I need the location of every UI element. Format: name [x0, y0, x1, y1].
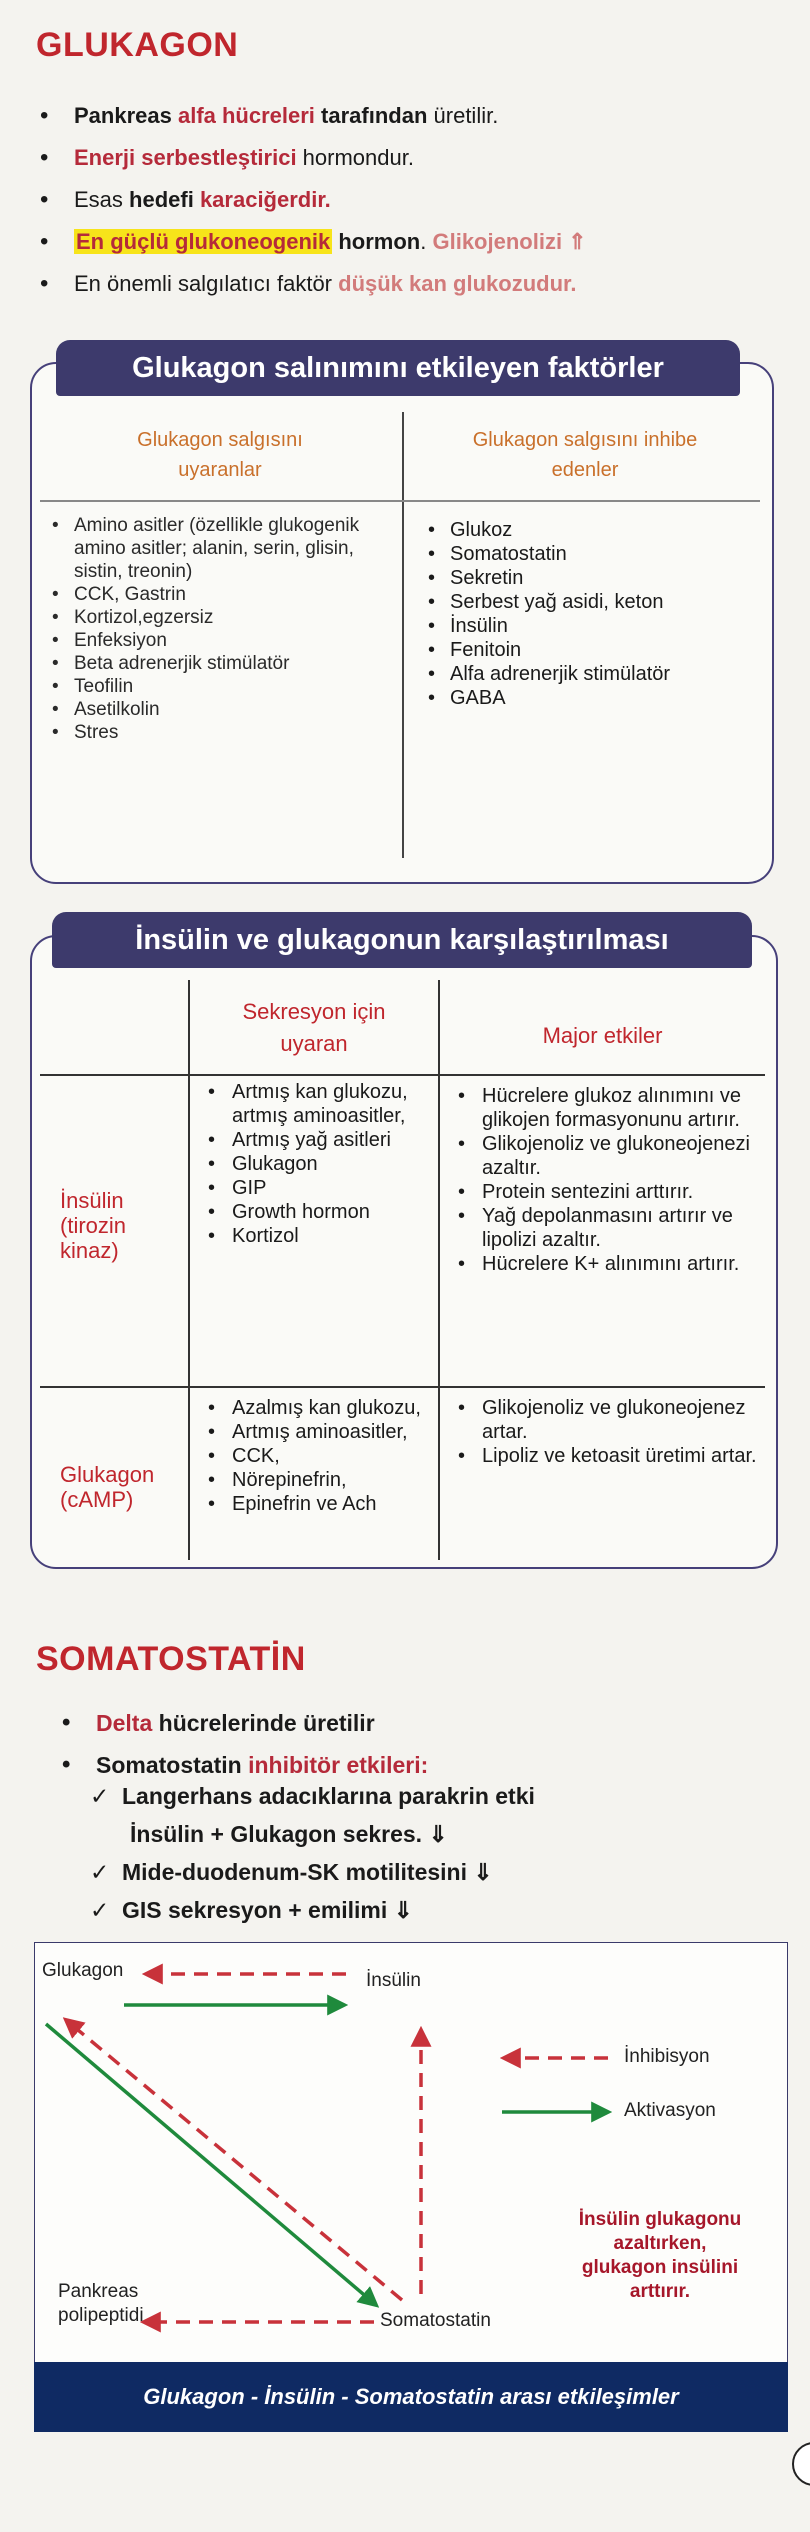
list-item: • Teofilin	[44, 675, 394, 698]
list-item: • Artmış yağ asitleri	[200, 1128, 432, 1152]
glukagon-bullets	[18, 95, 587, 305]
comparison-banner: İnsülin ve glukagonun karşılaştırılması	[52, 912, 752, 968]
list-item	[18, 263, 587, 305]
node-insulin: İnsülin	[366, 1970, 421, 1991]
factors-inhibitors-list	[420, 518, 765, 710]
header-line: Glukagon salgısını	[137, 429, 303, 451]
legend-activation-label: Aktivasyon	[624, 2100, 716, 2121]
list-item: • Glikojenoliz ve glukoneojenezi azaltır.	[450, 1132, 762, 1180]
list-item: • Alfa adrenerjik stimülatör	[420, 662, 765, 686]
list-item: • Kortizol	[200, 1224, 432, 1248]
somatostatin-effects-list	[60, 1777, 535, 1929]
node-somatostatin: Somatostatin	[380, 2310, 491, 2331]
text: hormon	[332, 229, 421, 254]
cmp-hline-2	[40, 1386, 765, 1388]
list-item: • Growth hormon	[200, 1200, 432, 1224]
header-line: edenler	[551, 459, 619, 481]
text: Enerji serbestleştirici	[74, 145, 303, 170]
list-item: • Somatostatin	[420, 542, 765, 566]
page-corner-badge	[792, 2442, 810, 2486]
insulin-effects-list	[450, 1084, 762, 1276]
somatostatin-bullets	[40, 1702, 428, 1786]
header-line: uyaranlar	[178, 459, 262, 481]
list-item	[18, 221, 587, 263]
arrow-somatostatin-inhibits-glukagon	[66, 2020, 402, 2300]
text: düşük kan glukozudur.	[338, 271, 577, 296]
label-line: (tirozin	[60, 1213, 127, 1238]
cmp-hline-1	[40, 1074, 765, 1076]
text: karaciğerdir.	[199, 187, 331, 212]
list-item: • CCK, Gastrin	[44, 583, 394, 606]
list-item: • Hücrelere glukoz alınımını ve glikojen formasyonunu artırır.	[450, 1084, 762, 1132]
note-line: azaltırken,	[613, 2233, 707, 2254]
list-item: • Lipoliz ve ketoasit üretimi artar.	[450, 1444, 762, 1468]
glucagon-label	[60, 1462, 154, 1512]
insulin-label	[60, 1188, 126, 1263]
list-item: • İnsülin	[420, 614, 765, 638]
factors-col-divider	[402, 412, 404, 858]
glucagon-stimuli-list	[200, 1396, 432, 1516]
list-item: • CCK,	[200, 1444, 432, 1468]
list-item: • Asetilkolin	[44, 698, 394, 721]
list-item: • Sekretin	[420, 566, 765, 590]
cmp-vline-1	[188, 980, 190, 1560]
check-item: ✓ Langerhans adacıklarına parakrin etki	[60, 1777, 535, 1815]
text: Esas	[74, 187, 130, 212]
list-item: • Artmış aminoasitler,	[200, 1420, 432, 1444]
node-glukagon: Glukagon	[42, 1960, 124, 1981]
text: hedefi	[129, 187, 200, 212]
cmp-head-effects: Major etkiler	[542, 1023, 663, 1048]
list-item: • Kortizol,egzersiz	[44, 606, 394, 629]
list-item	[18, 137, 587, 179]
check-item: ✓ Mide-duodenum-SK motilitesini ⇓	[60, 1853, 535, 1891]
list-item: • Glikojenoliz ve glukoneojenez artar.	[450, 1396, 762, 1444]
text: En önemli salgılatıcı faktör	[74, 271, 339, 296]
list-item: • Glukoz	[420, 518, 765, 542]
header-line: uyaran	[280, 1031, 348, 1056]
list-item	[18, 95, 587, 137]
list-item: • Hücrelere K+ alınımını artırır.	[450, 1252, 762, 1276]
label-line: Glukagon	[60, 1462, 155, 1487]
header-line: Sekresyon için	[242, 999, 386, 1024]
highlight-text: En güçlü glukoneogenik	[76, 229, 331, 254]
insulin-stimuli-list	[200, 1080, 432, 1248]
list-item: • GIP	[200, 1176, 432, 1200]
text: hücrelerinde üretilir	[158, 1710, 375, 1736]
somatostatin-title: SOMATOSTATİN	[36, 1640, 306, 1678]
list-item: • GABA	[420, 686, 765, 710]
list-item: • Fenitoin	[420, 638, 765, 662]
label-line: polipeptidi	[58, 2305, 144, 2326]
list-item	[18, 179, 587, 221]
node-pankreas-polipeptidi	[58, 2280, 144, 2328]
text: .	[420, 229, 433, 254]
factors-col2-header	[405, 425, 765, 485]
label-line: İnsülin	[60, 1188, 124, 1213]
check-item: ✓ GIS sekresyon + emilimi ⇓	[60, 1891, 535, 1929]
text: hormondur.	[302, 145, 414, 170]
cmp-vline-2	[438, 980, 440, 1560]
diagram-note	[560, 2208, 760, 2304]
text: Glikojenolizi ⇑	[432, 229, 587, 254]
factors-banner: Glukagon salınımını etkileyen faktörler	[56, 340, 740, 396]
label-line: (cAMP)	[60, 1487, 134, 1512]
list-item: • Serbest yağ asidi, keton	[420, 590, 765, 614]
arrow-glukagon-activates-somatostatin	[46, 2024, 376, 2305]
list-item: • Beta adrenerjik stimülatör	[44, 652, 394, 675]
text: Delta	[96, 1710, 159, 1736]
list-item: • Nörepinefrin,	[200, 1468, 432, 1492]
note-line: İnsülin glukagonu	[578, 2209, 742, 2230]
note-line: arttırır.	[629, 2281, 691, 2302]
header-line: Glukagon salgısını inhibe	[472, 429, 698, 451]
list-item: • Amino asitler (özellikle glukogenik amino asitler; alanin, serin, glisin, sistin, treonin)	[44, 514, 394, 583]
factors-header-rule	[40, 500, 760, 502]
list-item: • Yağ depolanmasını artırır ve lipolizi azaltır.	[450, 1204, 762, 1252]
list-item: • Epinefrin ve Ach	[200, 1492, 432, 1516]
text: alfa hücreleri	[177, 103, 322, 128]
list-item	[40, 1702, 428, 1744]
list-item: • Stres	[44, 721, 394, 744]
label-line: Pankreas	[58, 2281, 139, 2302]
cmp-head-secretion	[190, 996, 438, 1060]
diagram-caption: Glukagon - İnsülin - Somatostatin arası etkileşimler	[34, 2362, 788, 2432]
list-item: • Artmış kan glukozu, artmış aminoasitler,	[200, 1080, 432, 1128]
list-item: • Protein sentezini arttırır.	[450, 1180, 762, 1204]
list-item: • Glukagon	[200, 1152, 432, 1176]
factors-col1-header	[40, 425, 400, 485]
factors-stimulators-list	[44, 514, 394, 744]
list-item: • Enfeksiyon	[44, 629, 394, 652]
text: üretilir.	[433, 103, 499, 128]
note-line: glukagon insülini	[581, 2257, 739, 2278]
legend-inhibition-label: İnhibisyon	[624, 2046, 710, 2067]
glukagon-title: GLUKAGON	[36, 26, 239, 64]
list-item: • Azalmış kan glukozu,	[200, 1396, 432, 1420]
text: Somatostatin	[96, 1752, 249, 1778]
check-item-continuation: İnsülin + Glukagon sekres. ⇓	[130, 1821, 448, 1847]
glucagon-effects-list	[450, 1396, 762, 1468]
text: Pankreas	[74, 103, 178, 128]
text: tarafından	[321, 103, 434, 128]
label-line: kinaz)	[60, 1238, 119, 1263]
text: inhibitör etkileri:	[248, 1752, 429, 1778]
